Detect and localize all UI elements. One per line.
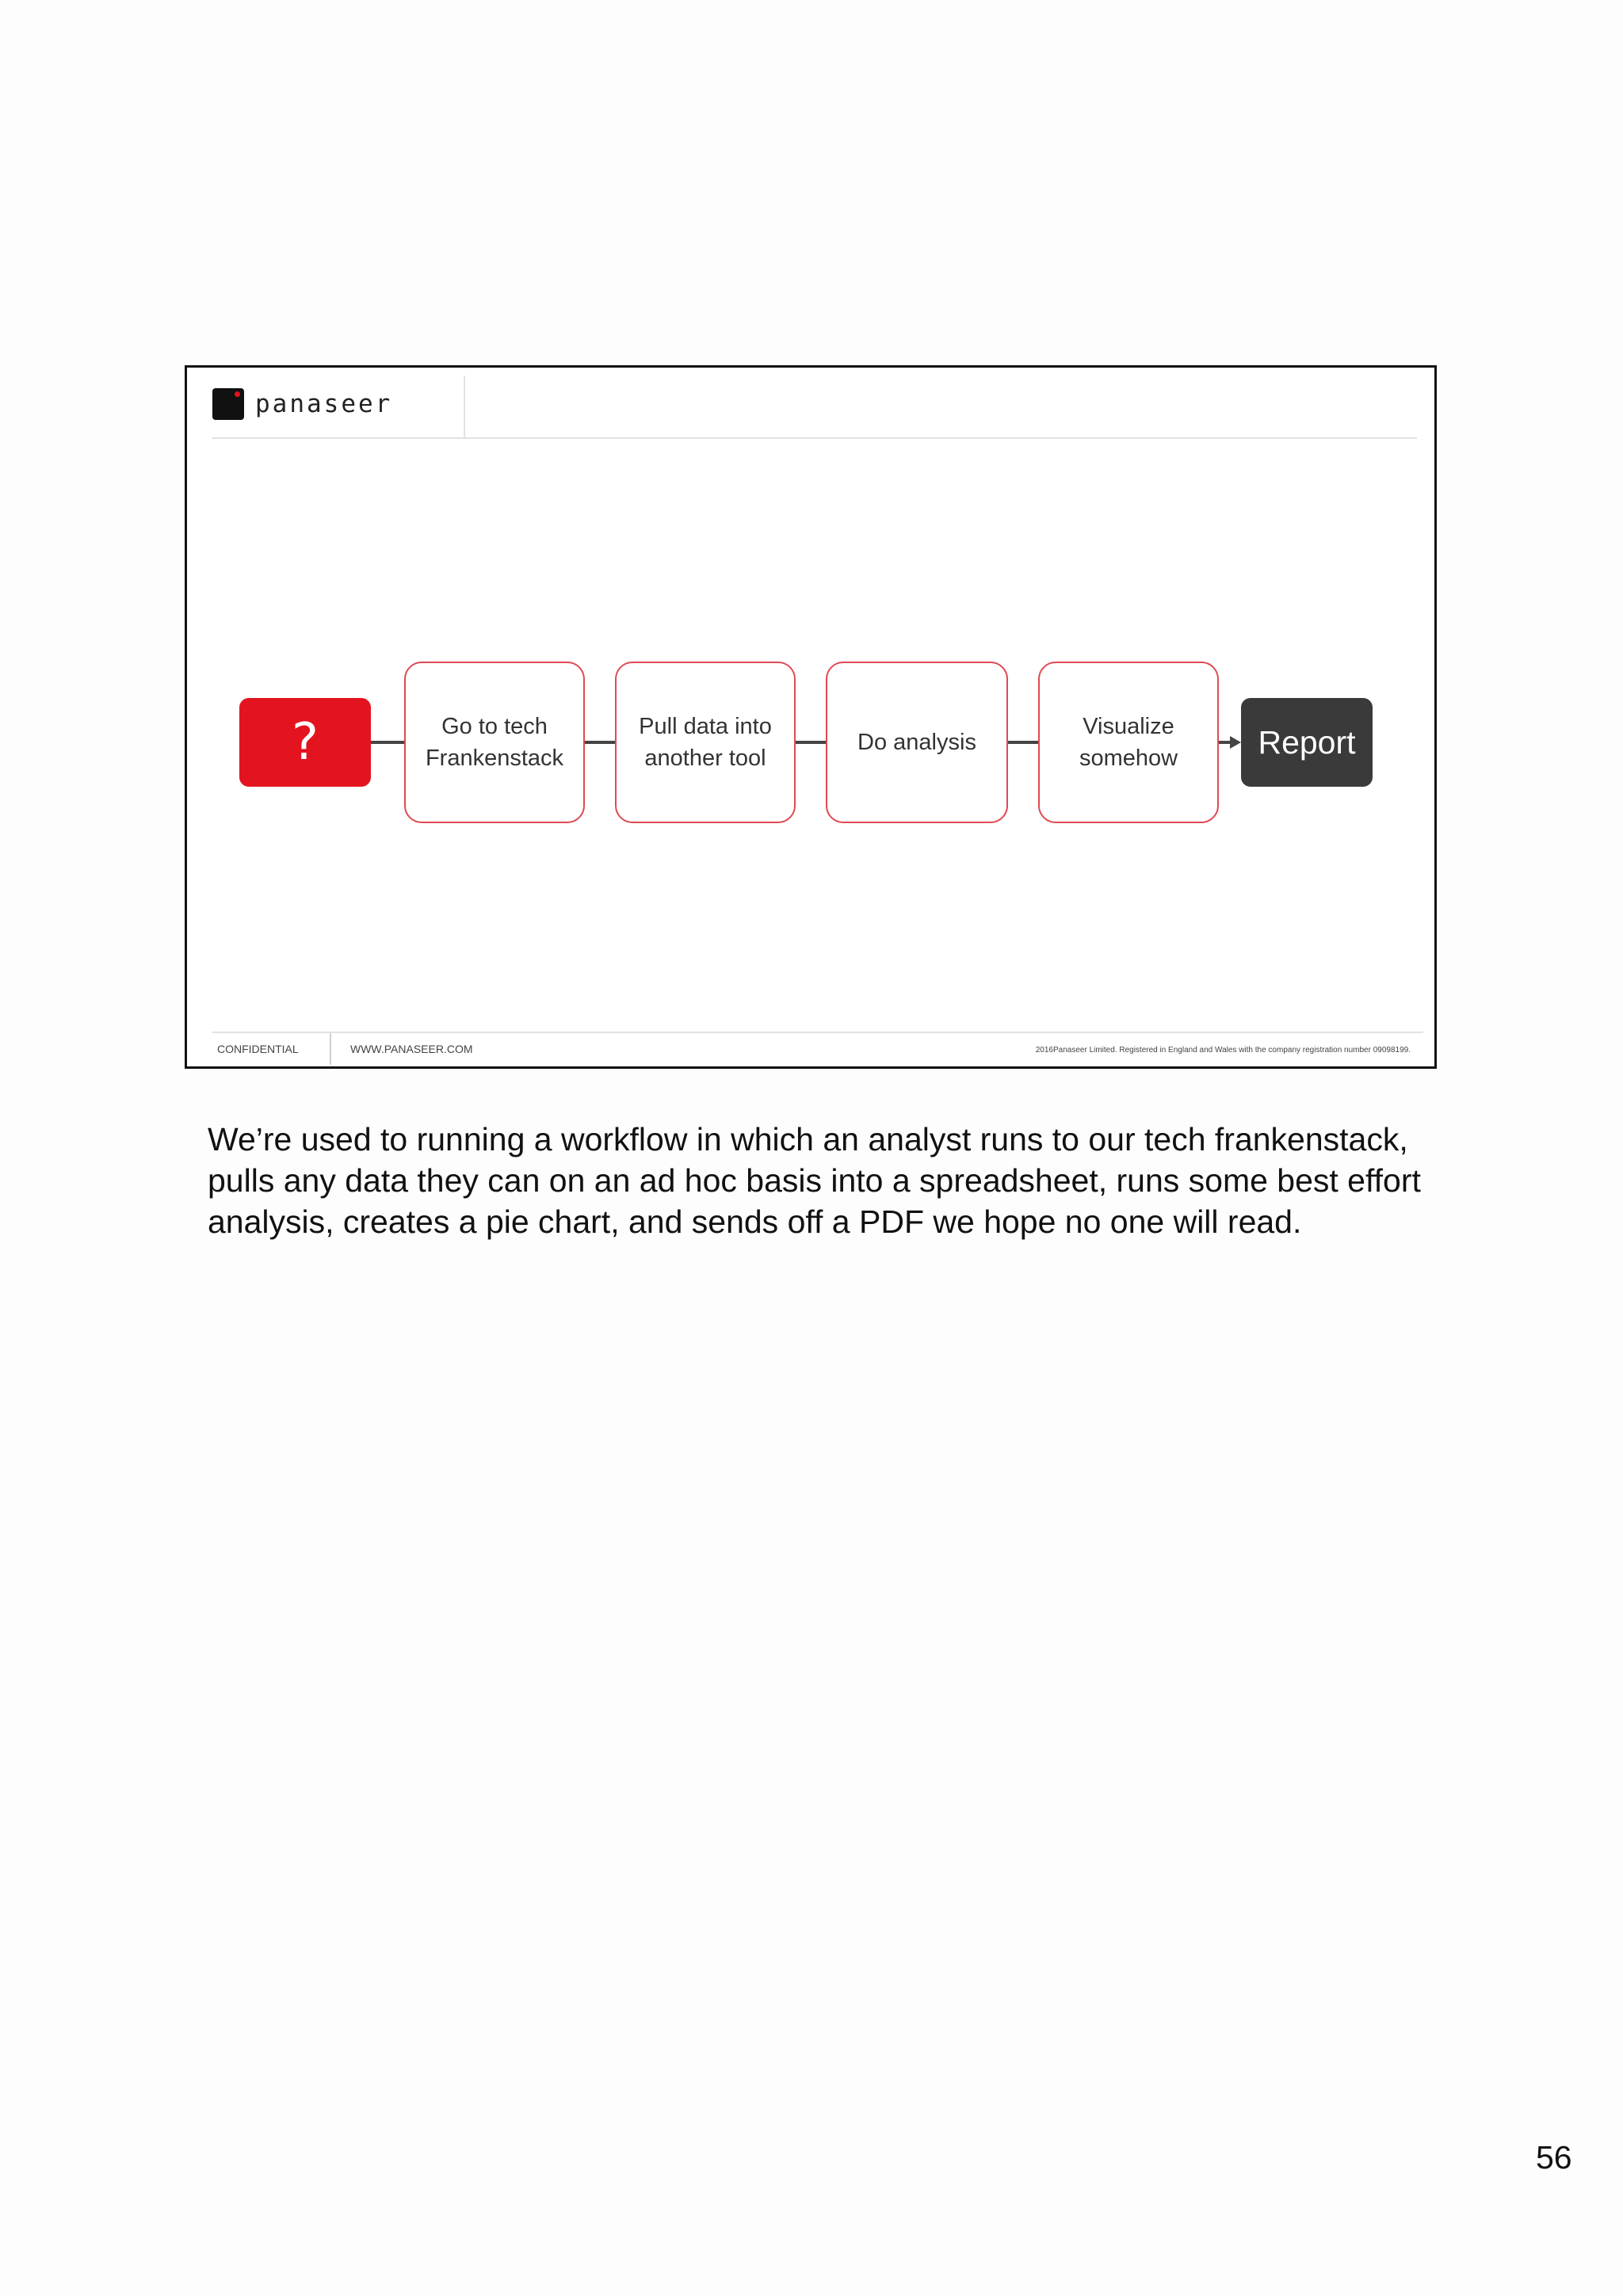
connector-1 [371, 741, 404, 744]
connector-4 [1006, 741, 1038, 744]
footer-legal: 2016Panaseer Limited. Registered in England and Wales with the company registration number 09098199. [1035, 1046, 1411, 1055]
footer-confidential: CONFIDENTIAL [217, 1043, 299, 1055]
workflow-step-analysis: Do analysis [826, 662, 1008, 823]
unknown-trigger-box: ? [239, 698, 371, 787]
logo-text: panaseer [255, 390, 393, 418]
logo-mark-icon [212, 388, 244, 420]
footer-url: WWW.PANASEER.COM [350, 1043, 473, 1055]
header-divider [212, 437, 1417, 439]
page-number: 56 [1536, 2139, 1572, 2176]
header-divider-vertical [464, 376, 465, 439]
workflow-step-pull-data: Pull data into another tool [615, 662, 796, 823]
report-box: Report [1241, 698, 1373, 787]
connector-3 [796, 741, 826, 744]
footer-divider [212, 1032, 1423, 1033]
workflow-step-visualize: Visualize somehow [1038, 662, 1219, 823]
slide-frame [185, 365, 1437, 1069]
slide-header [187, 368, 1434, 441]
speaker-notes: We’re used to running a workflow in which an analyst runs to our tech frankenstack, pulls any data they can on an ad hoc basis into a spreadsheet, runs some best effort analysis, creates a pie chart, and sends off a PDF we hope no one will read. [208, 1121, 1421, 1240]
panaseer-logo [212, 388, 392, 420]
footer-divider-vertical [330, 1033, 331, 1065]
connector-2 [585, 741, 615, 744]
arrow-right-icon [1230, 736, 1241, 749]
workflow-step-frankenstack: Go to tech Frankenstack [404, 662, 585, 823]
